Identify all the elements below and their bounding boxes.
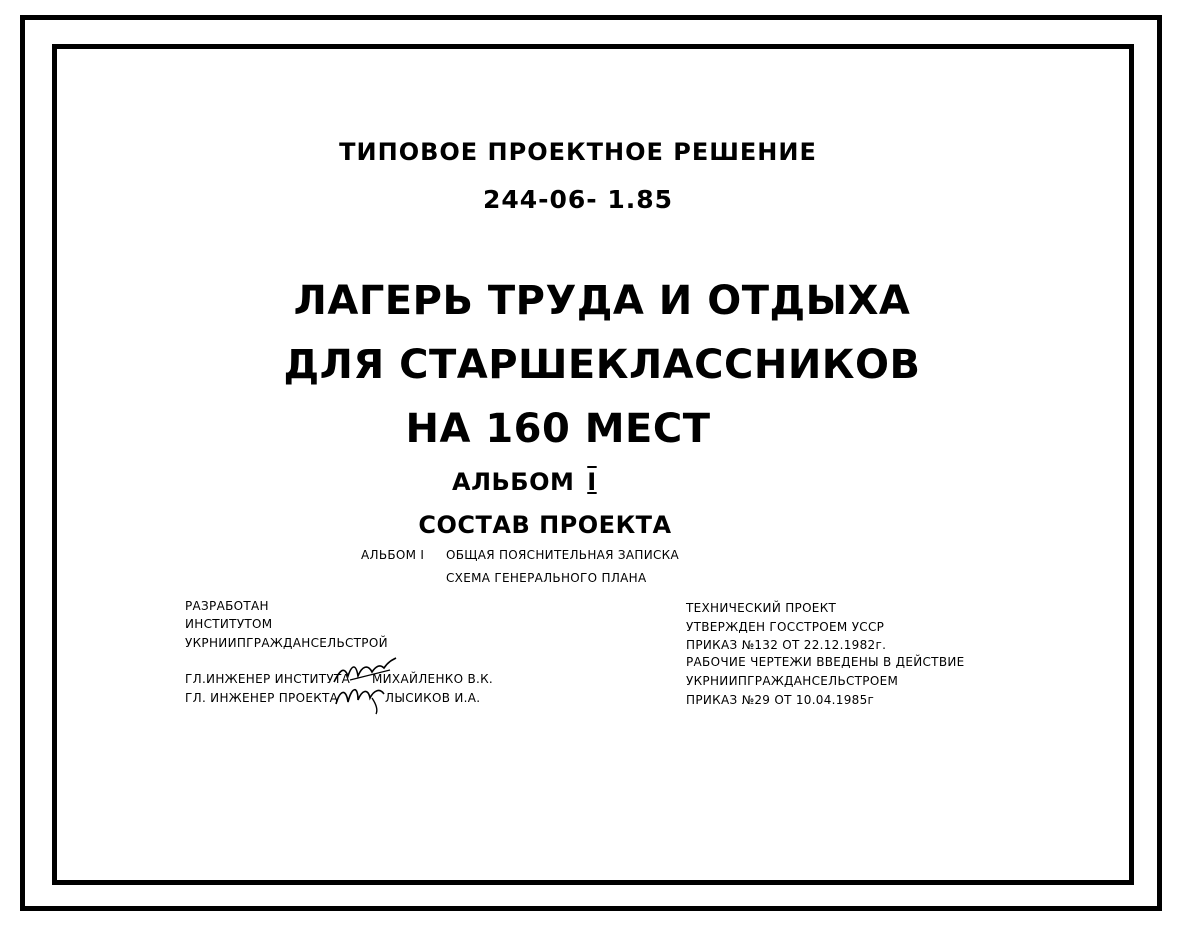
contents-item-2: СХЕМА ГЕНЕРАЛЬНОГО ПЛАНА xyxy=(446,571,647,585)
album-label-text: АЛЬБОМ xyxy=(452,468,575,496)
approval-line-2: УТВЕРЖДЕН ГОССТРОЕМ УССР xyxy=(686,620,885,634)
approval-line-4: РАБОЧИЕ ЧЕРТЕЖИ ВВЕДЕНЫ В ДЕЙСТВИЕ xyxy=(686,655,965,669)
developer-line-3: УКРНИИПГРАЖДАНСЕЛЬСТРОЙ xyxy=(185,636,388,650)
contents-heading: СОСТАВ ПРОЕКТА xyxy=(418,511,672,539)
chief-institute-label: ГЛ.ИНЖЕНЕР ИНСТИТУТА xyxy=(185,672,351,686)
project-code: 244-06- 1.85 xyxy=(482,185,674,214)
contents-album-ref: АЛЬБОМ I xyxy=(361,548,425,562)
approval-line-6: ПРИКАЗ №29 ОТ 10.04.1985г xyxy=(686,693,875,707)
developer-line-2: ИНСТИТУТОМ xyxy=(185,617,273,631)
inner-frame xyxy=(52,44,1134,885)
chief-project-name: ЛЫСИКОВ И.А. xyxy=(385,691,481,705)
series-title: ТИПОВОЕ ПРОЕКТНОЕ РЕШЕНИЕ xyxy=(339,138,817,166)
developer-line-1: РАЗРАБОТАН xyxy=(185,599,269,613)
title-line-3: НА 160 МЕСТ xyxy=(405,406,711,452)
album-number: I xyxy=(587,468,597,496)
contents-item-1: ОБЩАЯ ПОЯСНИТЕЛЬНАЯ ЗАПИСКА xyxy=(446,548,680,562)
title-line-1: ЛАГЕРЬ ТРУДА И ОТДЫХА xyxy=(293,278,911,324)
approval-line-5: УКРНИИПГРАЖДАНСЕЛЬСТРОЕМ xyxy=(686,674,899,688)
chief-institute-name: МИХАЙЛЕНКО В.К. xyxy=(372,672,494,686)
approval-line-3: ПРИКАЗ №132 ОТ 22.12.1982г. xyxy=(686,638,887,652)
title-line-2: ДЛЯ СТАРШЕКЛАССНИКОВ xyxy=(283,342,921,388)
approval-line-1: ТЕХНИЧЕСКИЙ ПРОЕКТ xyxy=(686,601,837,615)
signature-lysikov-icon xyxy=(332,678,390,716)
chief-project-label: ГЛ. ИНЖЕНЕР ПРОЕКТА xyxy=(185,691,339,705)
album-label xyxy=(452,468,597,496)
